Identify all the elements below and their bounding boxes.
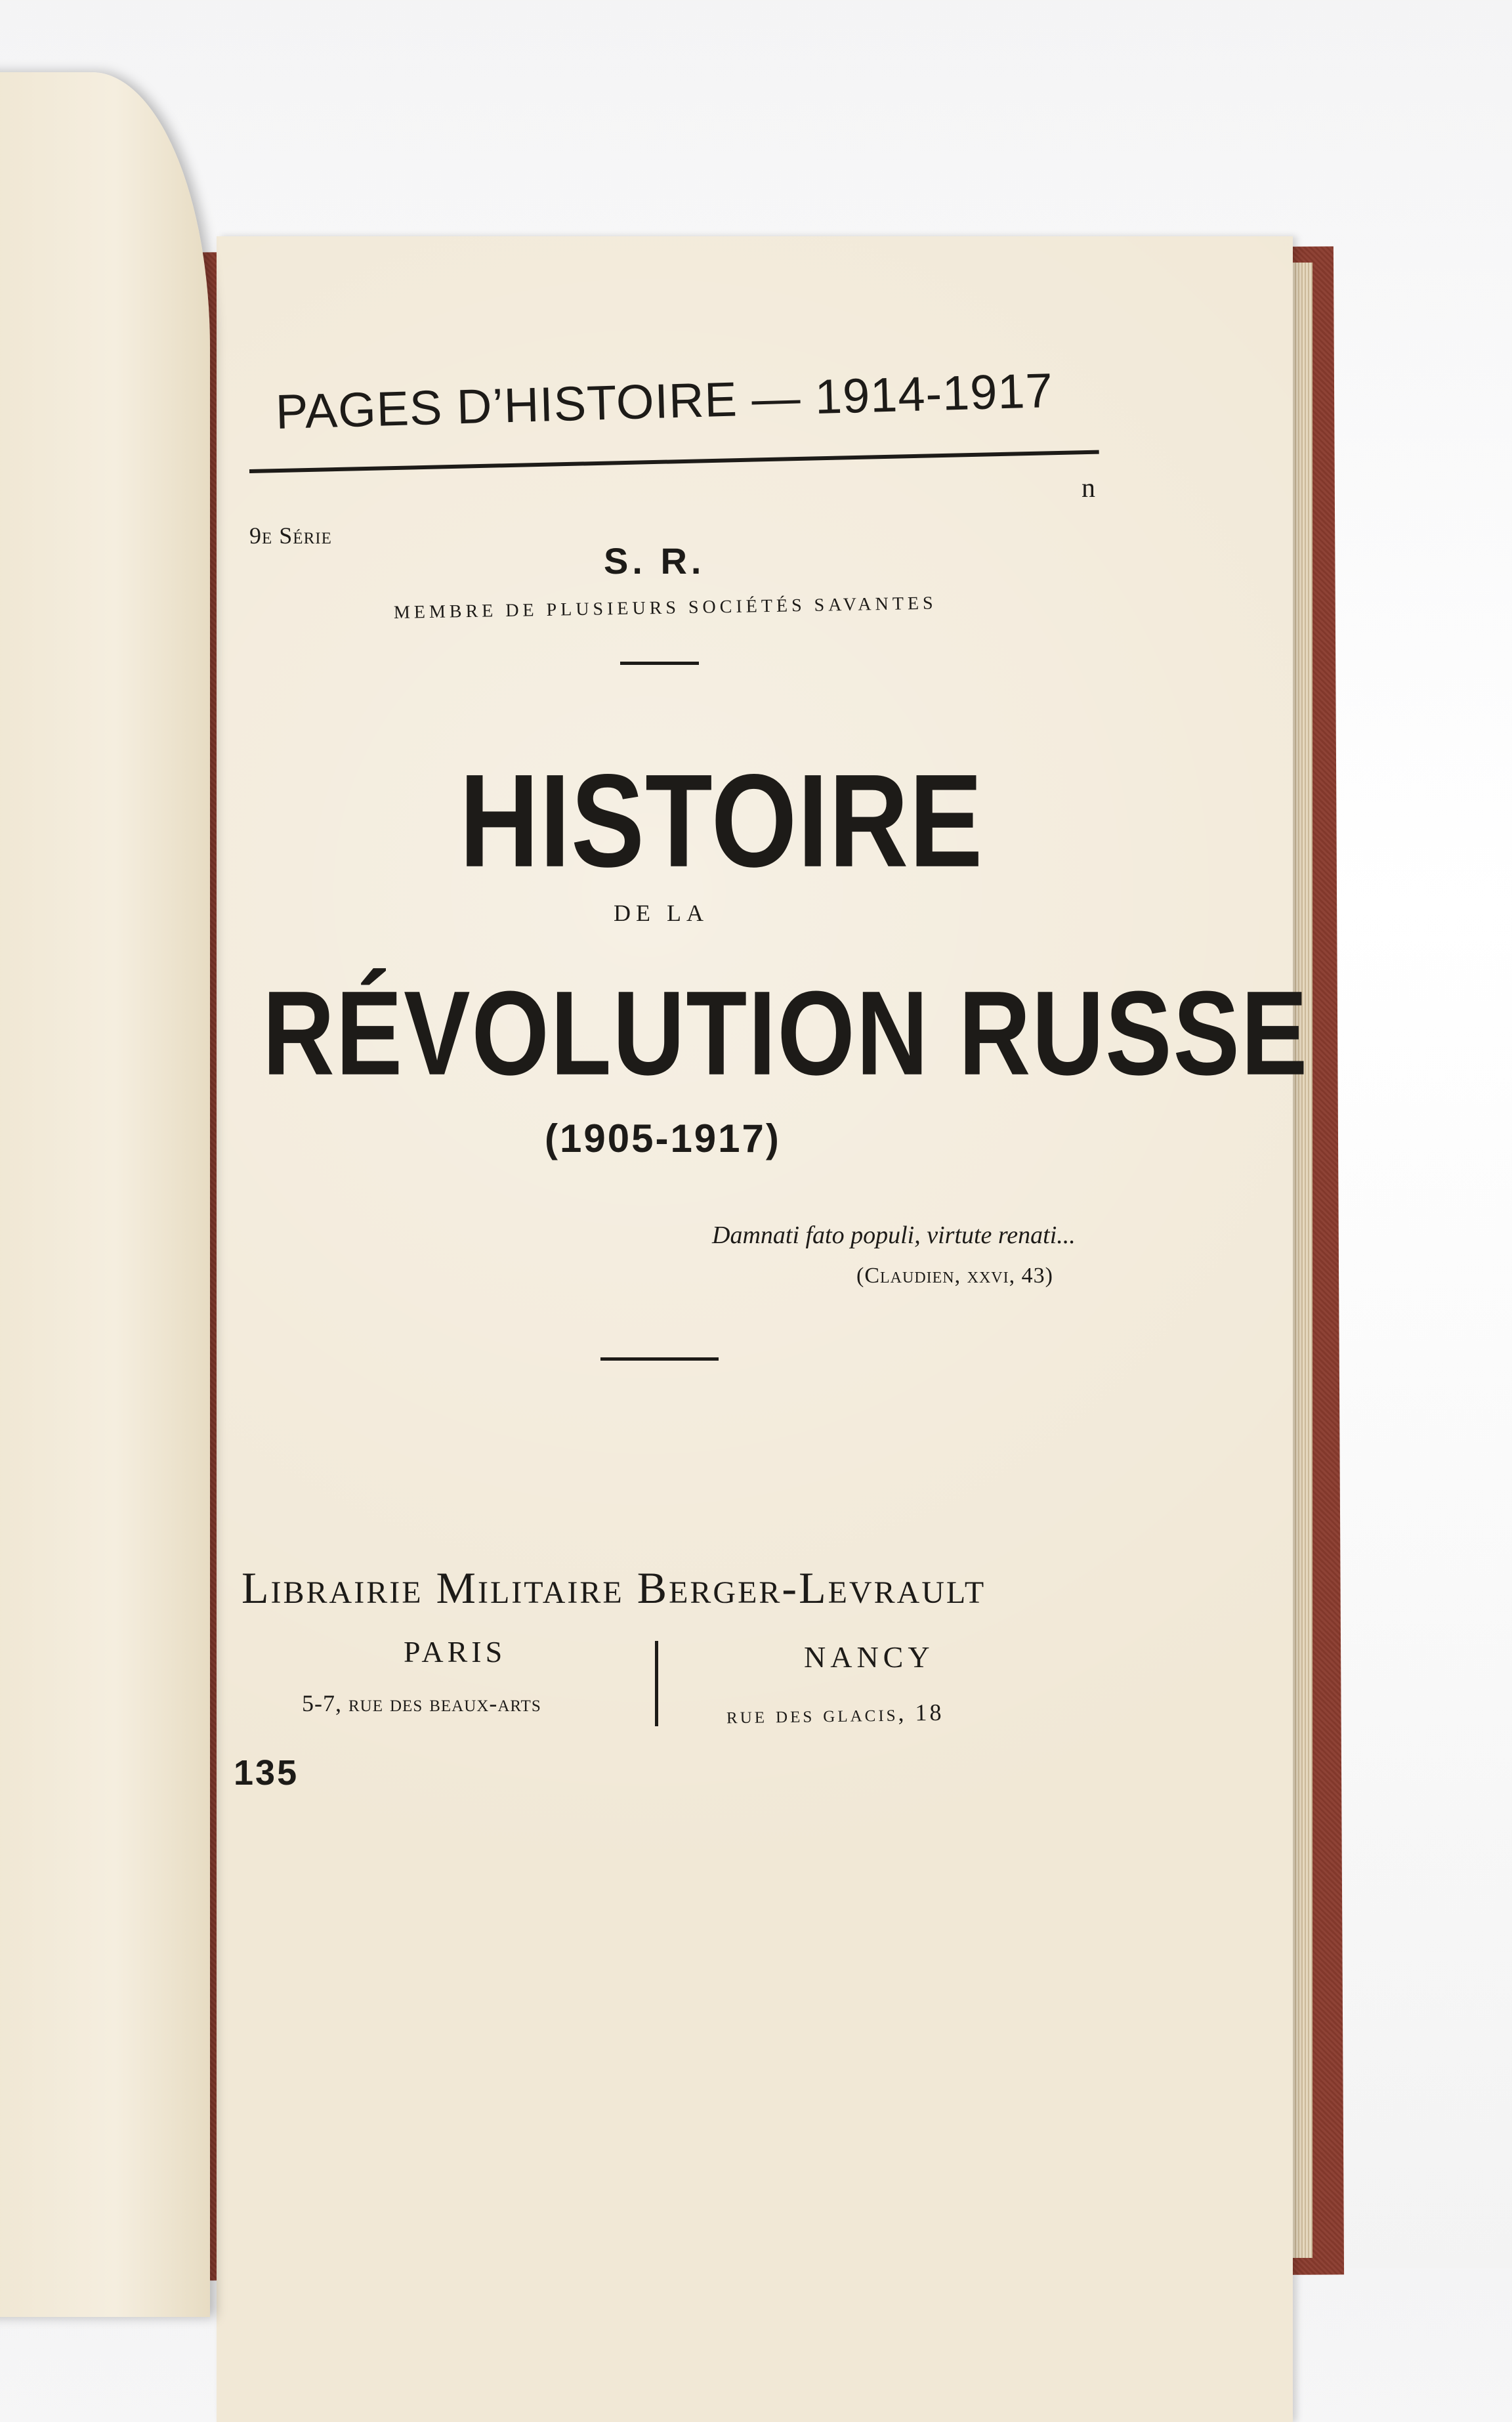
title-page — [217, 236, 1293, 2422]
ornamental-rule — [600, 1357, 719, 1361]
book-title-sub: RÉVOLUTION RUSSE — [262, 966, 1309, 1101]
book-dates: (1905-1917) — [545, 1116, 781, 1160]
ornamental-rule — [620, 662, 699, 665]
serie-label: 9e Série — [249, 522, 332, 549]
series-header: PAGES D’HISTOIRE — 1914-1917 — [274, 362, 1054, 439]
publisher-city-paris: PARIS — [404, 1635, 507, 1668]
book-title-main: HISTOIRE — [459, 746, 984, 895]
left-page-curl — [0, 72, 210, 2317]
author-initials: S. R. — [604, 540, 705, 582]
address-divider — [655, 1641, 658, 1726]
epigraph-quote: Damnati fato populi, virtute renati... — [712, 1222, 1076, 1249]
author-subtitle: MEMBRE DE PLUSIEURS SOCIÉTÉS SAVANTES — [393, 593, 937, 623]
corner-mark: n — [1082, 473, 1095, 503]
publisher-city-nancy: NANCY — [804, 1640, 934, 1674]
publisher-name: Librairie Militaire Berger-Levrault — [242, 1563, 986, 1613]
epigraph-source: (Claudien, xxvi, 43) — [856, 1264, 1053, 1288]
book-title-connector: DE LA — [614, 900, 709, 926]
publisher-address-nancy: rue des glacis, 18 — [726, 1699, 944, 1729]
page-code: 135 — [234, 1753, 299, 1793]
publisher-address-paris: 5-7, rue des beaux-arts — [302, 1690, 541, 1716]
